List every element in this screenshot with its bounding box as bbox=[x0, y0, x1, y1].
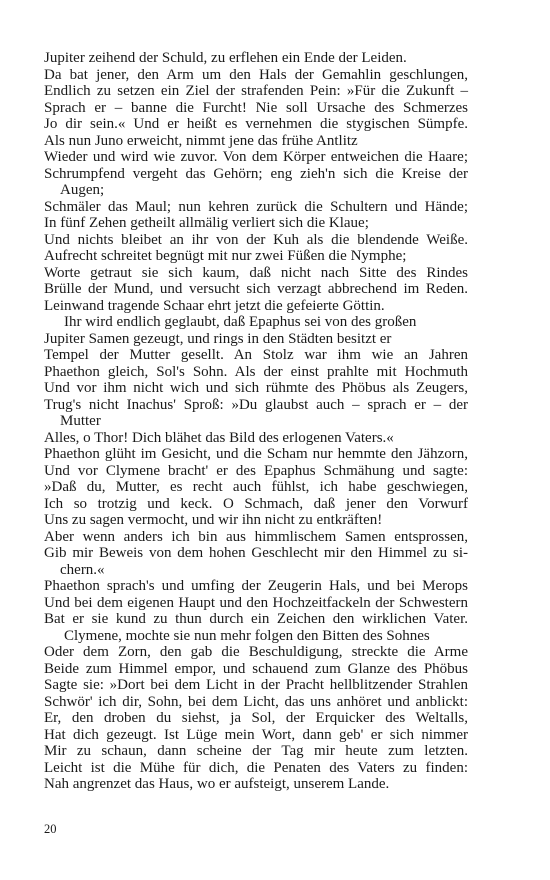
verse-line: Oder dem Zorn, den gab die Beschuldigung, streckte die Arme bbox=[44, 644, 468, 660]
verse-line: Brülle der Mund, und versucht sich verzagt abbrechend im Reden. bbox=[44, 281, 468, 297]
verse-line: Und bei dem eigenen Haupt und den Hochzeitfackeln der Schwestern bbox=[44, 594, 468, 611]
verse-line: Leicht ist die Mühe für dich, die Penaten des Vaters zu finden: bbox=[44, 759, 468, 776]
verse-line: Hat dich gezeugt. Ist Lüge mein Wort, dann geb' er sich nimmer bbox=[44, 726, 468, 743]
verse-line: Sagte sie: »Dort bei dem Licht in der Pracht hellblitzender Strahlen bbox=[44, 677, 468, 693]
verse-line: Und vor ihm nicht wich und sich rühmte des Phöbus als Zeugers, bbox=[44, 380, 468, 396]
verse-line: Phaethon sprach's und umfing der Zeugerin Hals, und bei Merops bbox=[44, 578, 468, 594]
verse-line: Phaethon glüht im Gesicht, und die Scham nur hemmte den Jähzorn, bbox=[44, 446, 468, 462]
verse-line: Sprach er – banne die Furcht! Nie soll Ursache des Schmerzes bbox=[44, 99, 468, 116]
verse-line: Wieder und wird wie zuvor. Von dem Körper entweichen die Haare; bbox=[44, 149, 468, 165]
verse-line: Da bat jener, den Arm um den Hals der Gemahlin geschlungen, bbox=[44, 66, 468, 83]
verse-line: Worte getraut sie sich kaum, daß nicht nach Sitte des Rindes bbox=[44, 264, 468, 281]
verse-line: Nah angrenzet das Haus, wo er aufsteigt, unserem Lande. bbox=[44, 776, 390, 792]
verse-line: Schmäler das Maul; nun kehren zurück die Schultern und Hände; bbox=[44, 198, 468, 215]
verse-line: Gib mir Beweis von dem hohen Geschlecht mir den Himmel zu si- bbox=[44, 545, 468, 561]
verse-line: Als nun Juno erweicht, nimmt jene das frühe Antlitz bbox=[44, 132, 358, 149]
verse-line: chern.« bbox=[60, 561, 105, 578]
poem-text-block bbox=[44, 50, 468, 793]
verse-line: Beide zum Himmel empor, und schauend zum Glanze des Phöbus bbox=[44, 660, 468, 677]
verse-line: Uns zu sagen vermocht, und wir ihn nicht zu entkräften! bbox=[44, 512, 383, 528]
verse-line: Und vor Clymene bracht' er des Epaphus Schmähung und sagte: bbox=[44, 462, 468, 479]
verse-line: Mutter bbox=[60, 413, 101, 429]
verse-line: Jupiter zeihend der Schuld, zu erflehen ein Ende der Leiden. bbox=[44, 50, 407, 66]
verse-line: Trug's nicht Inachus' Sproß: »Du glaubst auch – sprach er – der bbox=[44, 396, 468, 413]
verse-line: Clymene, mochte sie nun mehr folgen den Bitten des Sohnes bbox=[64, 627, 430, 644]
page-number: 20 bbox=[44, 822, 57, 836]
verse-line: Tempel der Mutter gesellt. An Stolz war ihm wie an Jahren bbox=[44, 347, 468, 363]
verse-line: Phaethon gleich, Sol's Sohn. Als der einst prahlte mit Hochmuth bbox=[44, 363, 468, 380]
verse-line: Schrumpfend vergeht das Gehörn; eng zieh'n sich die Kreise der bbox=[44, 165, 468, 182]
verse-line: Alles, o Thor! Dich blähet das Bild des erlogenen Vaters.« bbox=[44, 429, 394, 446]
verse-line: Augen; bbox=[60, 182, 105, 198]
verse-line: Aufrecht schreitet begnügt mit nur zwei Füßen die Nymphe; bbox=[44, 248, 407, 264]
verse-line: »Daß du, Mutter, es recht auch fühlst, ich habe geschwiegen, bbox=[44, 479, 468, 495]
verse-line: Und nichts bleibet an ihr von der Kuh als die blendende Weiße. bbox=[44, 231, 468, 248]
verse-line: Schwör' ich dir, Sohn, bei dem Licht, das uns anhöret und anblickt: bbox=[44, 693, 468, 710]
verse-line: Ihr wird endlich geglaubt, daß Epaphus sei von des großen bbox=[64, 314, 417, 330]
verse-line: Mir zu schaun, dann scheine der Tag mir heute zum letzten. bbox=[44, 743, 468, 759]
verse-line: Bat er sie kund zu thun durch ein Zeichen den wirklichen Vater. bbox=[44, 611, 468, 627]
verse-line: Jo dir sein.« Und er heißt es vernehmen die stygischen Sümpfe. bbox=[44, 116, 468, 132]
verse-line: Er, den droben du siehst, ja Sol, der Erquicker des Weltalls, bbox=[44, 710, 468, 726]
verse-line: In fünf Zehen getheilt allmälig verliert sich die Klaue; bbox=[44, 215, 369, 231]
verse-line: Ich so trotzig und keck. O Schmach, daß jener den Vorwurf bbox=[44, 495, 468, 512]
verse-line: Endlich zu setzen ein Ziel der strafenden Pein: »Für die Zukunft – bbox=[44, 83, 468, 99]
verse-line: Jupiter Samen gezeugt, und rings in den Städten besitzt er bbox=[44, 330, 392, 347]
verse-line: Aber wenn anders ich bin aus himmlischem Samen entsprossen, bbox=[44, 528, 468, 545]
verse-line: Leinwand tragende Schaar ehrt jetzt die gefeierte Göttin. bbox=[44, 297, 385, 314]
